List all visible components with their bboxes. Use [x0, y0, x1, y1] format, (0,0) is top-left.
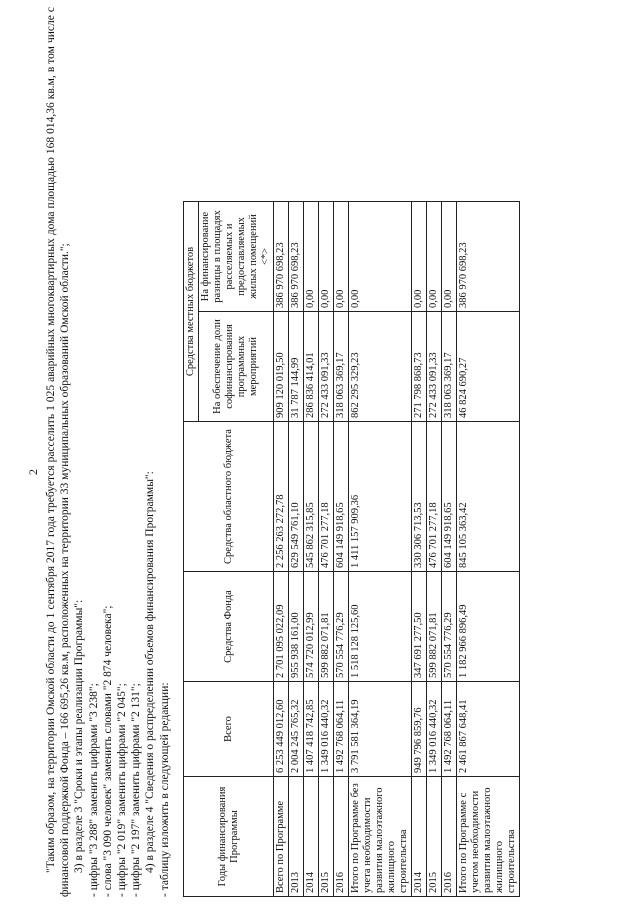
table-row: [349, 202, 412, 897]
paragraph: - цифры "2 197" заменить цифрами "2 131";: [130, 683, 143, 897]
financing-table: [183, 201, 520, 897]
table-cell: 271 798 868,73: [412, 312, 427, 422]
table-cell: 0,00: [412, 202, 427, 312]
table-cell: 46 824 690,27: [457, 312, 520, 422]
page-number: 2: [26, 469, 40, 475]
amendment-text: [44, 7, 172, 897]
paragraph: - цифры "3 288" заменить цифрами "3 238";: [87, 683, 100, 897]
table-cell: 955 938 161,00: [289, 572, 304, 682]
table-cell: 386 970 698,23: [289, 202, 304, 312]
table-row: [319, 202, 334, 897]
table-cell: 2 461 867 648,41: [457, 682, 520, 777]
table-cell: 629 549 761,10: [289, 422, 304, 572]
header-total: Всего: [184, 682, 274, 777]
table-cell: 318 063 369,17: [334, 312, 349, 422]
table-cell: 949 796 859,76: [412, 682, 427, 777]
table-body: [274, 202, 520, 897]
header-years: Годы финансирования Программы: [184, 777, 274, 897]
row-label: 2016: [334, 777, 349, 897]
header-local-cofin: На обеспечение доли софинансирования программных мероприятий: [199, 312, 274, 422]
table-cell: 330 306 713,53: [412, 422, 427, 572]
row-label: 2015: [427, 777, 442, 897]
table-cell: 272 433 091,33: [319, 312, 334, 422]
table-cell: 0,00: [442, 202, 457, 312]
table-cell: 476 701 277,18: [427, 422, 442, 572]
table-cell: 2 256 263 272,78: [274, 422, 289, 572]
table-cell: 3 791 581 364,19: [349, 682, 412, 777]
table-cell: 574 720 012,99: [304, 572, 319, 682]
header-regional: Средства областного бюджета: [184, 422, 274, 572]
table-row: [427, 202, 442, 897]
table-row: [304, 202, 319, 897]
table-cell: 570 554 776,29: [334, 572, 349, 682]
table-cell: 2 701 095 022,09: [274, 572, 289, 682]
table-cell: 1 349 016 440,32: [319, 682, 334, 777]
row-label: Итого по Программе с учетом необходимости развития малоэтажного жилищного строительства: [457, 777, 520, 897]
table-cell: 1 349 016 440,32: [427, 682, 442, 777]
table-row: [442, 202, 457, 897]
header-local-diff: На финансирование разницы в площадях расселяемых и предоставляемых жилых помещений <*>: [199, 202, 274, 312]
table-cell: 272 433 091,33: [427, 312, 442, 422]
table-cell: 1 492 768 064,11: [442, 682, 457, 777]
row-label: Итого по Программе без учета необходимости развития малоэтажного жилищного строительства: [349, 777, 412, 897]
table-cell: 386 970 698,23: [457, 202, 520, 312]
header-fund: Средства Фонда: [184, 572, 274, 682]
paragraph: 3) в разделе 3 "Сроки и этапы реализации Программы":: [73, 599, 86, 873]
table-row: [289, 202, 304, 897]
table-row: [274, 202, 289, 897]
table-cell: 31 787 144,99: [289, 312, 304, 422]
table-cell: 0,00: [319, 202, 334, 312]
row-label: 2016: [442, 777, 457, 897]
table-cell: 0,00: [334, 202, 349, 312]
table-row: [334, 202, 349, 897]
table-cell: 1 518 128 125,60: [349, 572, 412, 682]
table-cell: 845 105 363,42: [457, 422, 520, 572]
table-cell: 599 882 071,81: [319, 572, 334, 682]
table-cell: 545 862 315,85: [304, 422, 319, 572]
table-cell: 1 407 418 742,85: [304, 682, 319, 777]
table-cell: 909 120 019,50: [274, 312, 289, 422]
table-cell: 476 701 277,18: [319, 422, 334, 572]
table-row: [412, 202, 427, 897]
paragraph: - цифры "2 019" заменить цифрами "2 045";: [116, 683, 129, 897]
row-label: 2015: [319, 777, 334, 897]
table-row: [457, 202, 520, 897]
table-cell: 599 882 071,81: [427, 572, 442, 682]
table-cell: 286 836 414,01: [304, 312, 319, 422]
table-cell: 347 691 277,50: [412, 572, 427, 682]
row-label: 2014: [304, 777, 319, 897]
table-cell: 570 554 776,29: [442, 572, 457, 682]
table-cell: 6 253 449 012,60: [274, 682, 289, 777]
table-cell: 318 063 369,17: [442, 312, 457, 422]
row-label: 2014: [412, 777, 427, 897]
table-cell: 0,00: [304, 202, 319, 312]
table-cell: 862 295 329,23: [349, 312, 412, 422]
paragraph: 4) в разделе 4 "Сведения о распределении объемов финансирования Программы":: [144, 471, 157, 873]
table-cell: 604 149 918,65: [334, 422, 349, 572]
table-cell: 2 004 245 765,32: [289, 682, 304, 777]
table-cell: 1 492 768 064,11: [334, 682, 349, 777]
table-cell: 604 149 918,65: [442, 422, 457, 572]
paragraph: "Таким образом, на территории Омской области до 1 сентября 2017 года требуется расселить 1 025 аварийных многоквартирных дома площадью 168 014,36 кв.м, в том числе с финансовой поддержкой Фонда – 166 695,26 кв.м, расположенных на территории 33 муниципальных образований Омской области.";: [45, 7, 72, 897]
paragraph: - слова "3 090 человек" заменить словами "2 874 человека";: [101, 605, 114, 897]
table-cell: 1 411 157 909,36: [349, 422, 412, 572]
header-local: Средства местных бюджетов: [184, 202, 199, 422]
table-cell: 0,00: [427, 202, 442, 312]
row-label: 2013: [289, 777, 304, 897]
row-label: Всего по Программе: [274, 777, 289, 897]
table-cell: 386 970 698,23: [274, 202, 289, 312]
table-cell: 1 182 966 896,49: [457, 572, 520, 682]
paragraph: - таблицу изложить в следующей редакции:: [158, 682, 171, 897]
table-cell: 0,00: [349, 202, 412, 312]
